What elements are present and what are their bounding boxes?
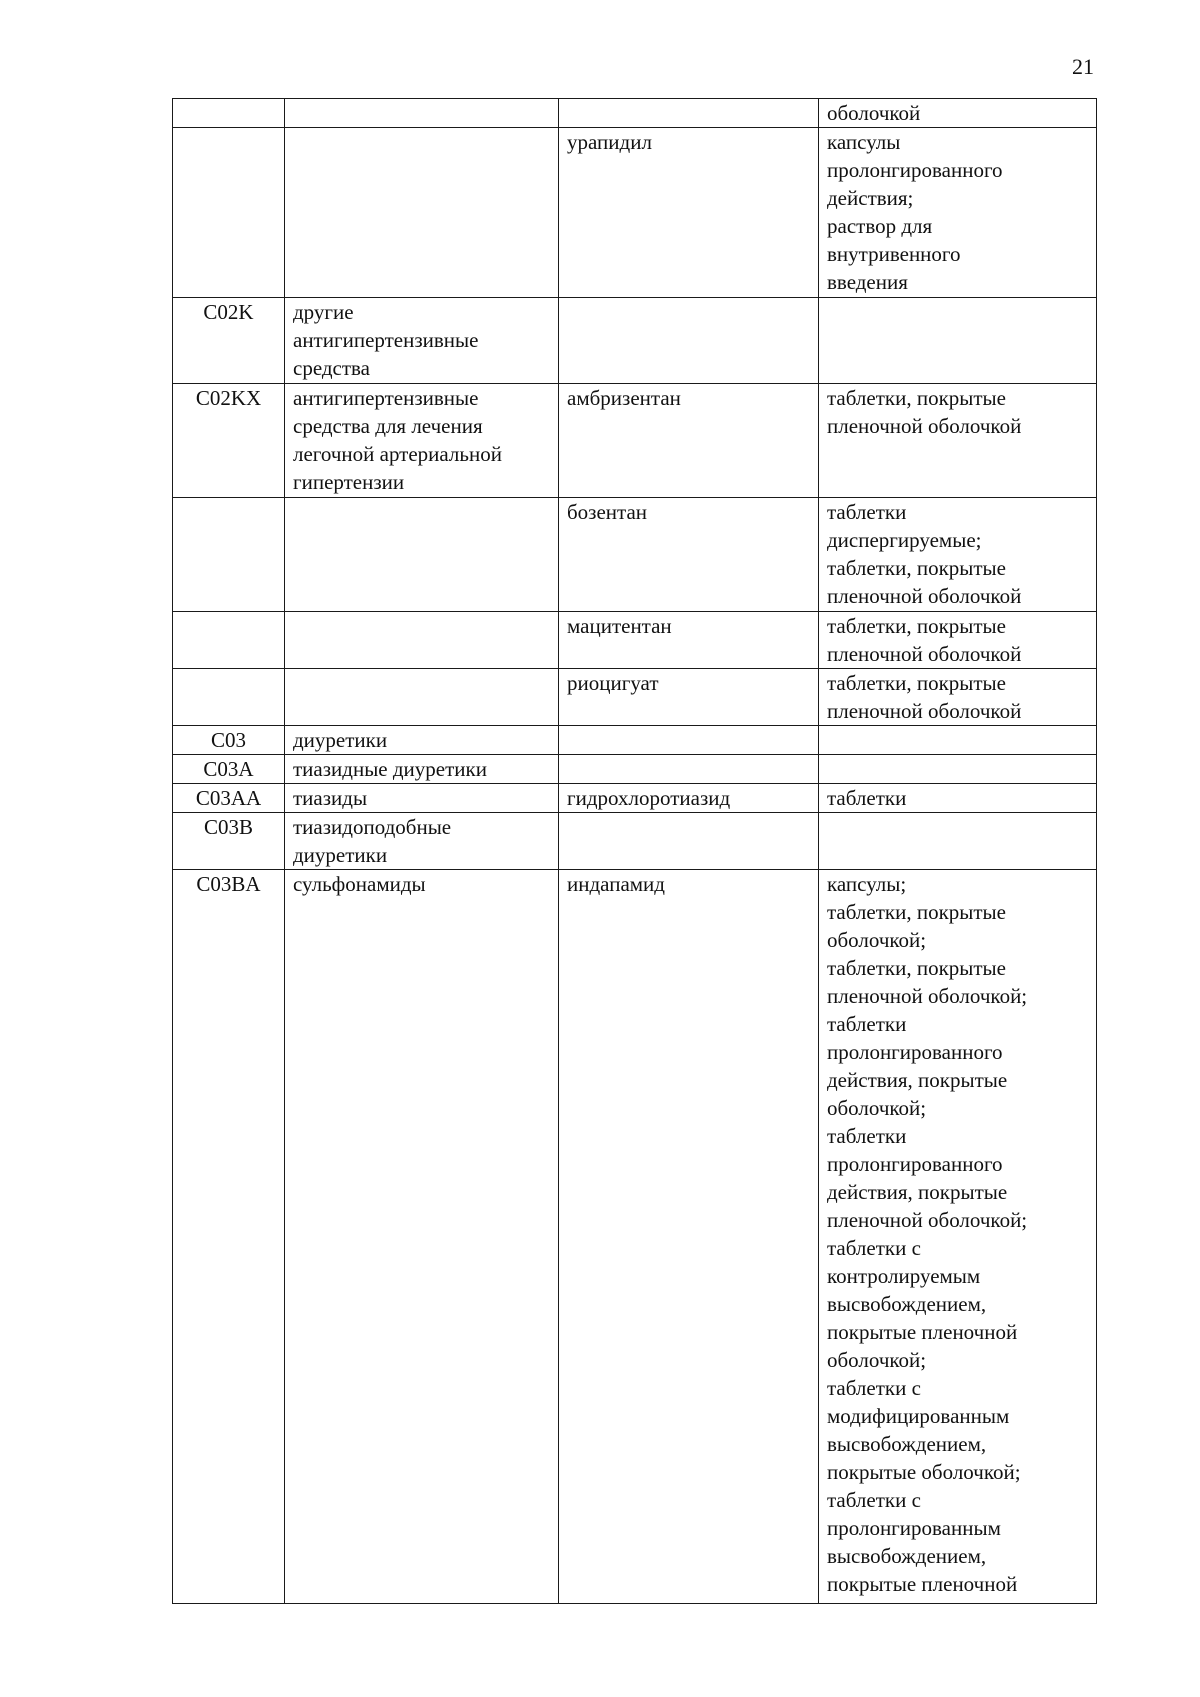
atc-code-cell	[173, 128, 285, 298]
dosage-form-cell	[819, 813, 1097, 870]
atc-code-cell	[173, 669, 285, 726]
group-cell	[285, 128, 559, 298]
drug-table	[172, 98, 1097, 1604]
atc-code-cell: C03	[173, 726, 285, 755]
group-cell	[285, 498, 559, 612]
atc-code-cell	[173, 498, 285, 612]
group-cell	[285, 669, 559, 726]
atc-code-cell: C02KX	[173, 384, 285, 498]
table-row	[173, 870, 1097, 1604]
atc-code-cell: C03AA	[173, 784, 285, 813]
table-row	[173, 612, 1097, 669]
drug-cell	[559, 755, 819, 784]
group-cell: антигипертензивные средства для лечения легочной артериальной гипертензии	[285, 384, 559, 498]
table-row	[173, 755, 1097, 784]
drug-cell	[559, 298, 819, 384]
drug-cell	[559, 99, 819, 128]
drug-cell	[559, 726, 819, 755]
table-row	[173, 784, 1097, 813]
table-row	[173, 99, 1097, 128]
table-row	[173, 128, 1097, 298]
group-cell: сульфонамиды	[285, 870, 559, 1604]
table-row	[173, 726, 1097, 755]
dosage-form-cell: таблетки, покрытые пленочной оболочкой	[819, 669, 1097, 726]
drug-cell: мацитентан	[559, 612, 819, 669]
dosage-form-cell: таблетки	[819, 784, 1097, 813]
table-row	[173, 813, 1097, 870]
dosage-form-cell	[819, 298, 1097, 384]
dosage-form-cell: капсулы пролонгированного действия; раствор для внутривенного введения	[819, 128, 1097, 298]
atc-code-cell: C02K	[173, 298, 285, 384]
drug-cell: урапидил	[559, 128, 819, 298]
group-cell: тиазидоподобные диуретики	[285, 813, 559, 870]
group-cell: другие антигипертензивные средства	[285, 298, 559, 384]
drug-cell: риоцигуат	[559, 669, 819, 726]
table-row	[173, 298, 1097, 384]
dosage-form-cell	[819, 755, 1097, 784]
dosage-form-cell	[819, 726, 1097, 755]
atc-code-cell: C03A	[173, 755, 285, 784]
group-cell: тиазидные диуретики	[285, 755, 559, 784]
atc-code-cell	[173, 612, 285, 669]
drug-cell: гидрохлоротиазид	[559, 784, 819, 813]
dosage-form-cell: таблетки, покрытые пленочной оболочкой	[819, 612, 1097, 669]
dosage-form-cell: таблетки, покрытые пленочной оболочкой	[819, 384, 1097, 498]
drug-cell: индапамид	[559, 870, 819, 1604]
table-row	[173, 669, 1097, 726]
group-cell: тиазиды	[285, 784, 559, 813]
drug-cell: амбризентан	[559, 384, 819, 498]
table-row	[173, 384, 1097, 498]
group-cell: диуретики	[285, 726, 559, 755]
dosage-form-cell: таблетки диспергируемые; таблетки, покрытые пленочной оболочкой	[819, 498, 1097, 612]
atc-code-cell: C03BA	[173, 870, 285, 1604]
dosage-form-cell: капсулы; таблетки, покрытые оболочкой; таблетки, покрытые пленочной оболочкой; таблетки пролонгированного действия, покрытые оболочкой; таблетки пролонгированного действия, покрытые пленочной оболочкой; таблетки с контролируемым высвобождением, покрытые пленочной оболочкой; таблетки с модифицированным высвобождением, покрытые оболочкой; таблетки с пролонгированным высвобождением, покрытые пленочной	[819, 870, 1097, 1604]
drug-cell	[559, 813, 819, 870]
group-cell	[285, 612, 559, 669]
atc-code-cell: C03B	[173, 813, 285, 870]
dosage-form-cell: оболочкой	[819, 99, 1097, 128]
atc-code-cell	[173, 99, 285, 128]
group-cell	[285, 99, 559, 128]
drug-cell: бозентан	[559, 498, 819, 612]
page-number: 21	[1072, 54, 1094, 79]
table-row	[173, 498, 1097, 612]
